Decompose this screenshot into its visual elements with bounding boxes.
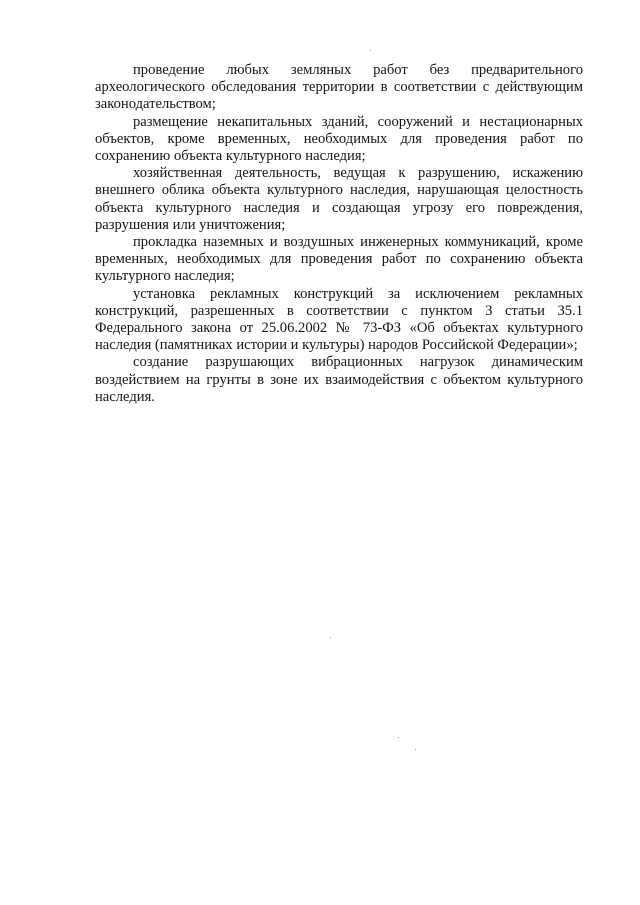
paragraph-temporary-structures: размещение некапитальных зданий, сооружений и нестационарных объектов, кроме временных, необходимых для проведения работ по сохранению объекта культурного наследия; [95, 113, 583, 165]
paragraph-utility-lines: прокладка наземных и воздушных инженерных коммуникаций, кроме временных, необходимых для проведения работ по сохранению объекта культурного наследия; [95, 234, 583, 285]
paragraph-earthworks: проведение любых земляных работ без предварительного археологического обследования территории в соответствии с действующим законодательством; [95, 62, 583, 113]
scan-speck [415, 749, 416, 750]
paragraph-vibration-loads: создание разрушающих вибрационных нагрузок динамическим воздействием на грунты в зоне их взаимодействия с объектом культурного наследия. [95, 354, 583, 405]
paragraph-advertising: установка рекламных конструкций за исключением рекламных конструкций, разрешенных в соответствии с пунктом 3 статьи 35.1 Федерального закона от 25.06.2002 № 73-ФЗ «Об объектах культурного наследия (памятниках истории и культуры) народов Российской Федерации»; [95, 285, 583, 354]
document-body [95, 62, 583, 406]
scan-speck [330, 637, 331, 638]
paragraph-economic-activity: хозяйственная деятельность, ведущая к разрушению, искажению внешнего облика объекта культурного наследия, нарушающая целостность объекта культурного наследия и создающая угрозу его повреждения, разрушения или уничтожения; [95, 165, 583, 233]
scan-speck [370, 50, 371, 51]
scan-speck [398, 737, 399, 738]
